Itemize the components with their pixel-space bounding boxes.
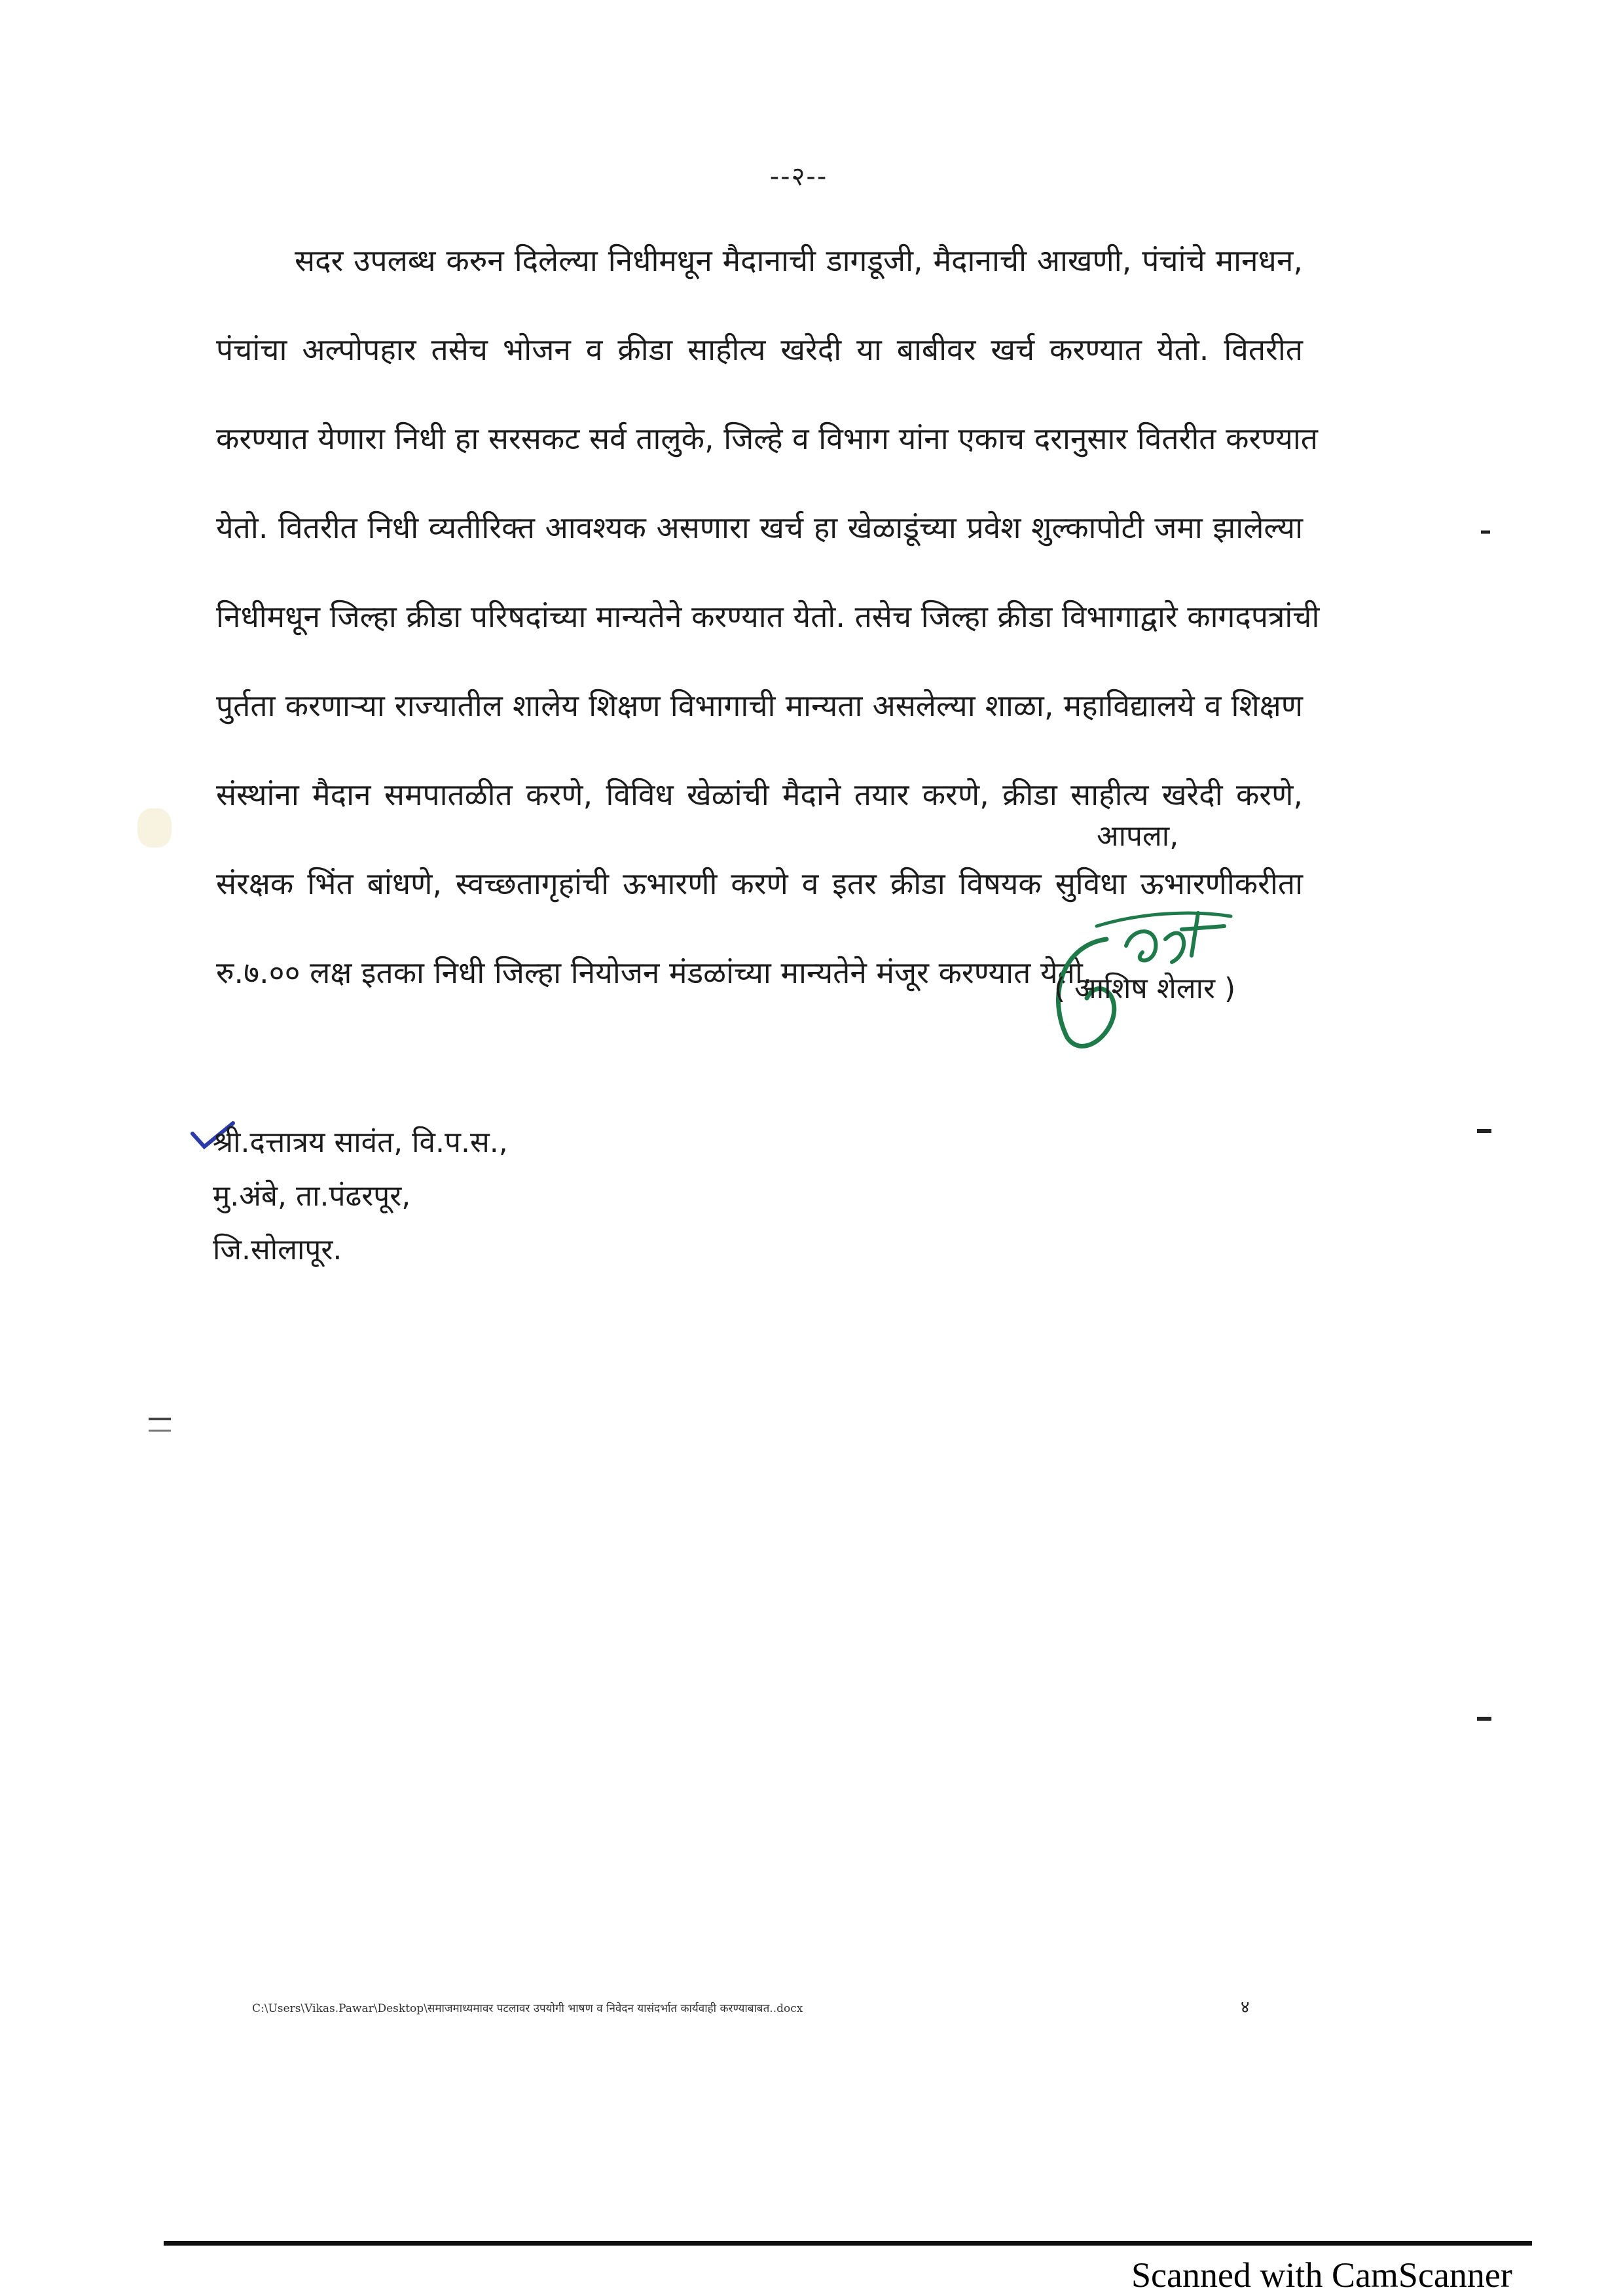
addressee-line: मु.अंबे, ता.पंढरपूर, (213, 1179, 411, 1213)
footer-page-number: ४ (1241, 1998, 1250, 2017)
footer-rule (164, 2241, 1532, 2246)
file-path-footer: C:\Users\Vikas.Pawar\Desktop\समाजमाध्यमावर पटलावर उपयोगी भाषण व निवेदन यासंदर्भात कार्यवाही करण्याबाबत..docx (252, 2002, 803, 2015)
addressee-line: जि.सोलापूर. (213, 1233, 342, 1266)
paragraph-line: करण्यात येणारा निधी हा सरसकट सर्व तालुके, जिल्हे व विभाग यांना एकाच दरानुसार वितरीत करण्यात (216, 421, 1318, 456)
signatory-name: ( आशिष शेलार ) (1054, 972, 1236, 1005)
addressee-line: श्री.दत्तात्रय सावंत, वि.प.स., (213, 1126, 508, 1159)
edge-dash-mark (1480, 529, 1493, 535)
paragraph-line: येतो. वितरीत निधी व्यतीरिक्त आवश्यक असणारा खर्च हा खेळाडूंच्या प्रवेश शुल्कापोटी जमा झालेल्या (216, 510, 1303, 545)
closing-salutation: आपला, (1097, 819, 1179, 853)
paragraph-line: पुर्तता करणाऱ्या राज्यातील शालेय शिक्षण विभागाची मान्यता असलेल्या शाळा, महाविद्यालये व शिक्षण (216, 688, 1303, 723)
body-paragraph (216, 216, 1320, 1017)
punch-hole-mark (137, 808, 172, 848)
edge-dash-mark (1476, 1715, 1495, 1723)
scanner-watermark: Scanned with CamScanner (1131, 2255, 1512, 2295)
paragraph-line: पंचांचा अल्पोपहार तसेच भोजन व क्रीडा साहीत्य खरेदी या बाबीवर खर्च करण्यात येतो. वितरीत (216, 332, 1303, 367)
addressee-block (213, 1116, 508, 1277)
paragraph-line: संरक्षक भिंत बांधणे, स्वच्छतागृहांची ऊभारणी करणे व इतर क्रीडा विषयक सुविधा ऊभारणीकरीता (216, 866, 1303, 901)
paragraph-line: संस्थांना मैदान समपातळीत करणे, विविध खेळांची मैदाने तयार करणे, क्रीडा साहीत्य खरेदी करणे, (216, 777, 1303, 812)
punch-hole-mark-lower (147, 1412, 173, 1439)
page-number: --२-- (769, 162, 828, 192)
paragraph-line: रु.७.०० लक्ष इतका निधी जिल्हा नियोजन मंडळांच्या मान्यतेने मंजूर करण्यात येतो. (216, 955, 1093, 990)
edge-dash-mark (1476, 1127, 1495, 1135)
paragraph-line: निधीमधून जिल्हा क्रीडा परिषदांच्या मान्यतेने करण्यात येतो. तसेच जिल्हा क्रीडा विभागाद्वारे कागदपत्रांची (216, 599, 1320, 634)
paragraph-line: सदर उपलब्ध करुन दिलेल्या निधीमधून मैदानाची डागडूजी, मैदानाची आखणी, पंचांचे मानधन, (295, 243, 1303, 278)
